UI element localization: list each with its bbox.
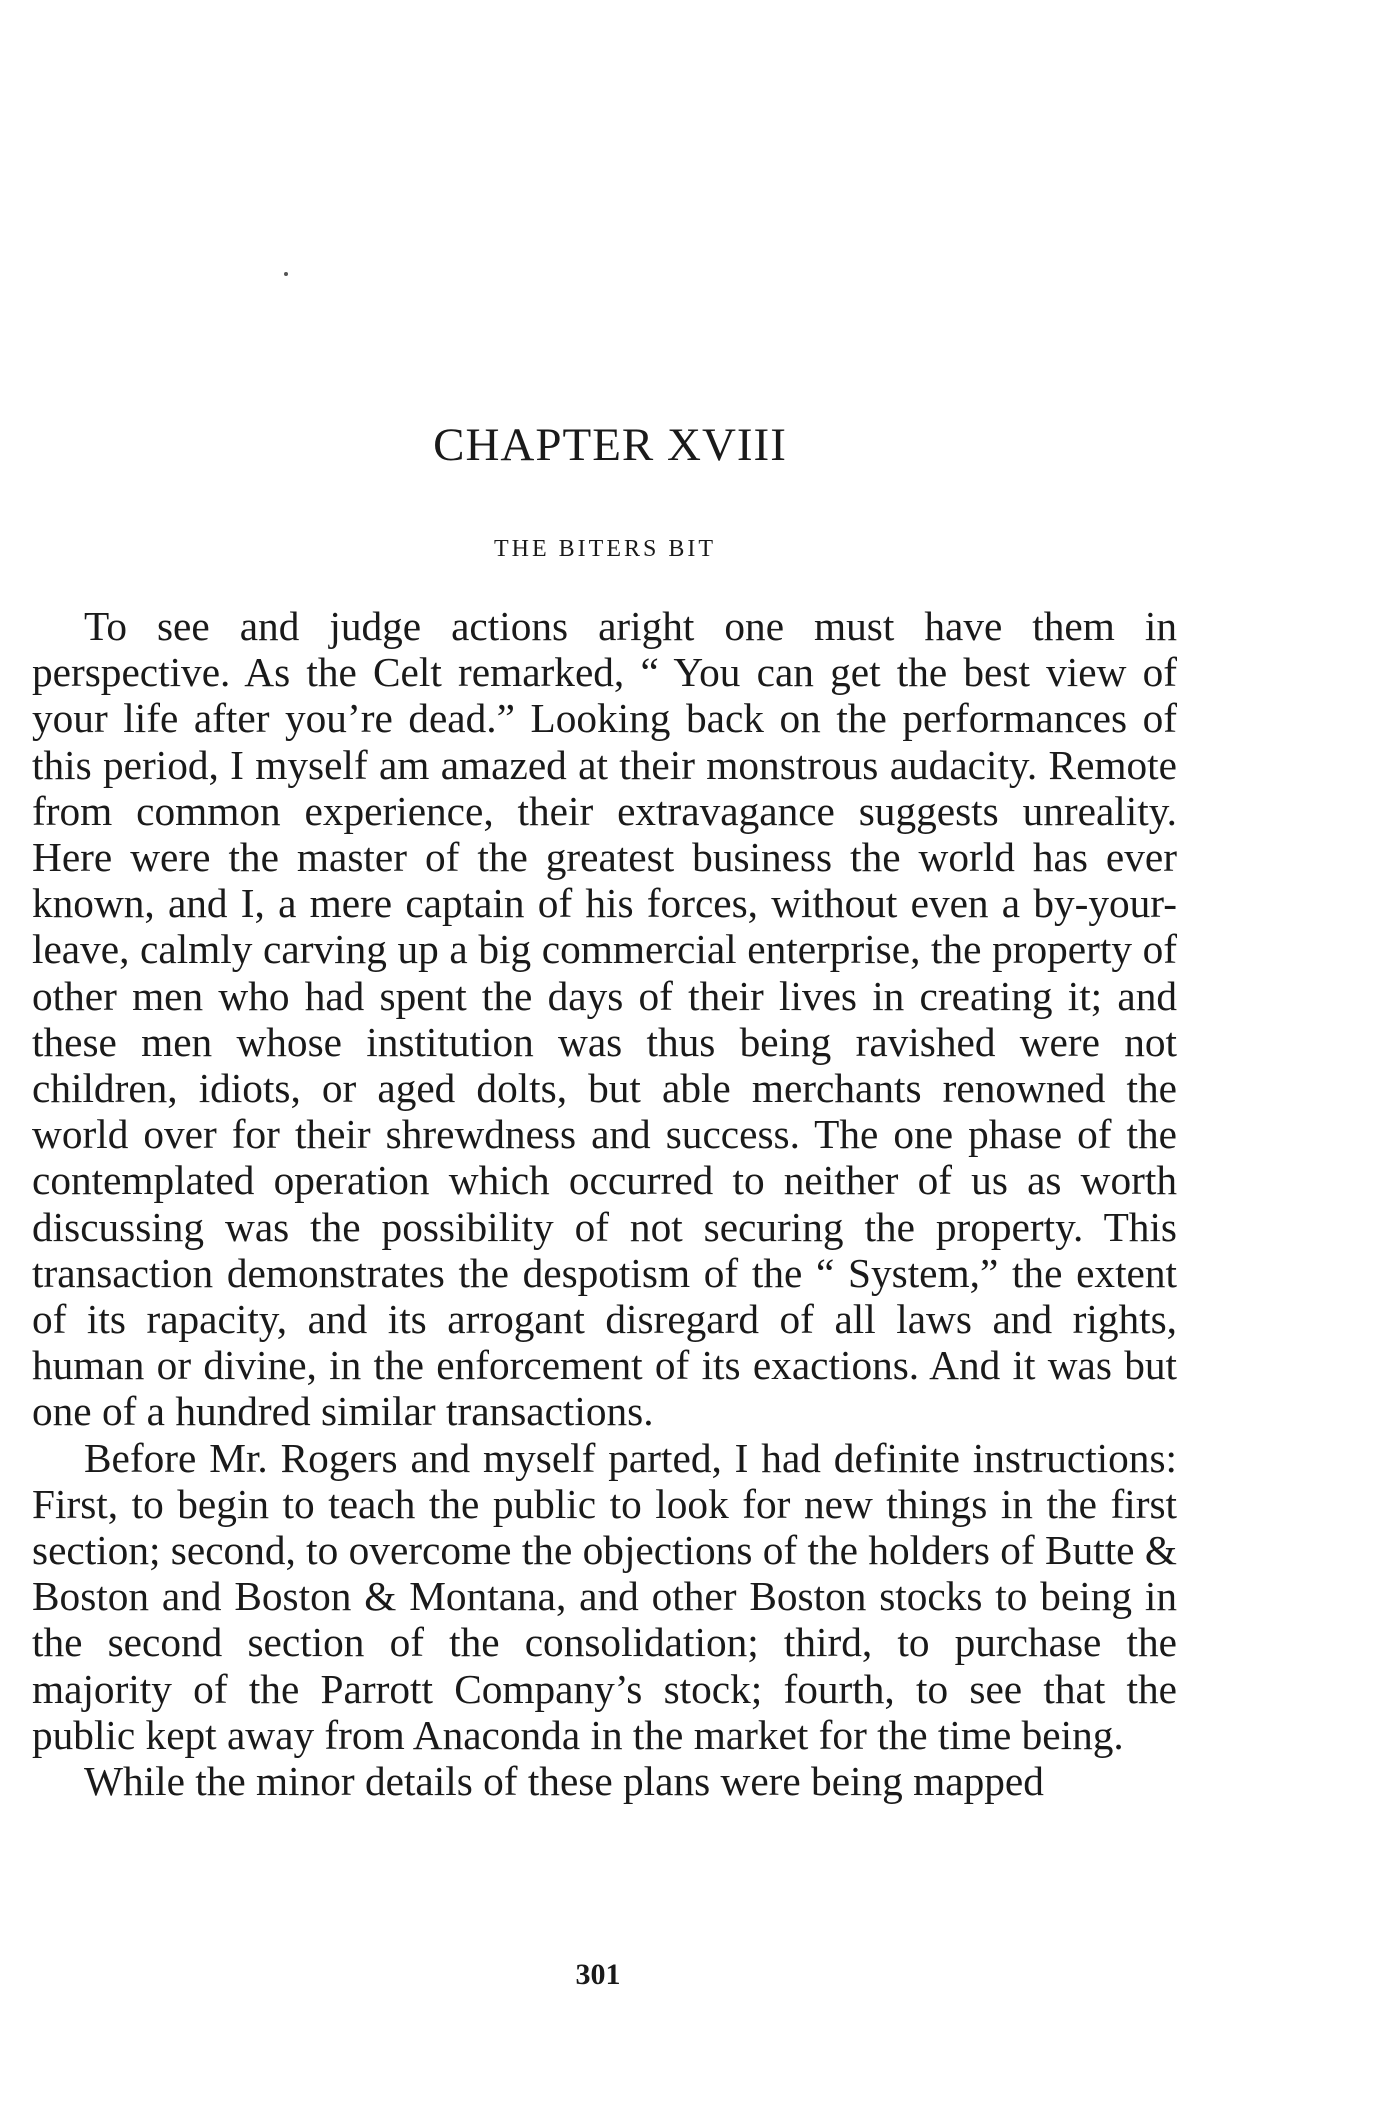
paragraph: Before Mr. Rogers and myself parted, I had definite instructions: First, to begin to teach the public to look for new things in the first section; second, to overcome the objections of the holders of Butte & Boston and Boston & Montana, and other Boston stocks to being in the second section of the consolidation; third, to purchase the majority of the Parrott Company’s stock; fourth, to see that the public kept away from Anaconda in the market for the time being. <box>32 1434 1177 1758</box>
chapter-body <box>32 603 1177 1804</box>
paragraph: While the minor details of these plans were being mapped <box>84 1758 1044 1805</box>
page-number: 301 <box>575 1958 621 1991</box>
paragraph: To see and judge actions aright one must have them in perspective. As the Celt remarked, “ You can get the best view of your life after you’re dead.” Looking back on the performances of this period, I myself am amazed at their monstrous audacity. Remote from common experience, their extravagance suggests unreality. Here were the master of the greatest business the world has ever known, and I, a mere captain of his forces, without even a by-your-leave, calmly carving up a big commercial enterprise, the property of other men who had spent the days of their lives in creating it; and these men whose institution was thus being ravished were not children, idiots, or aged dolts, but able merchants renowned the world over for their shrewdness and success. The one phase of the contemplated operation which occurred to neither of us as worth discussing was the possibility of not securing the property. This transaction demonstrates the despotism of the “ System,” the extent of its rapacity, and its arrogant disregard of all laws and rights, human or divine, in the enforcement of its exactions. And it was but one of a hundred similar transactions. <box>32 603 1177 1435</box>
chapter-title: CHAPTER XVIII <box>433 419 787 471</box>
chapter-subtitle: THE BITERS BIT <box>494 536 716 562</box>
ink-speck <box>284 272 288 276</box>
